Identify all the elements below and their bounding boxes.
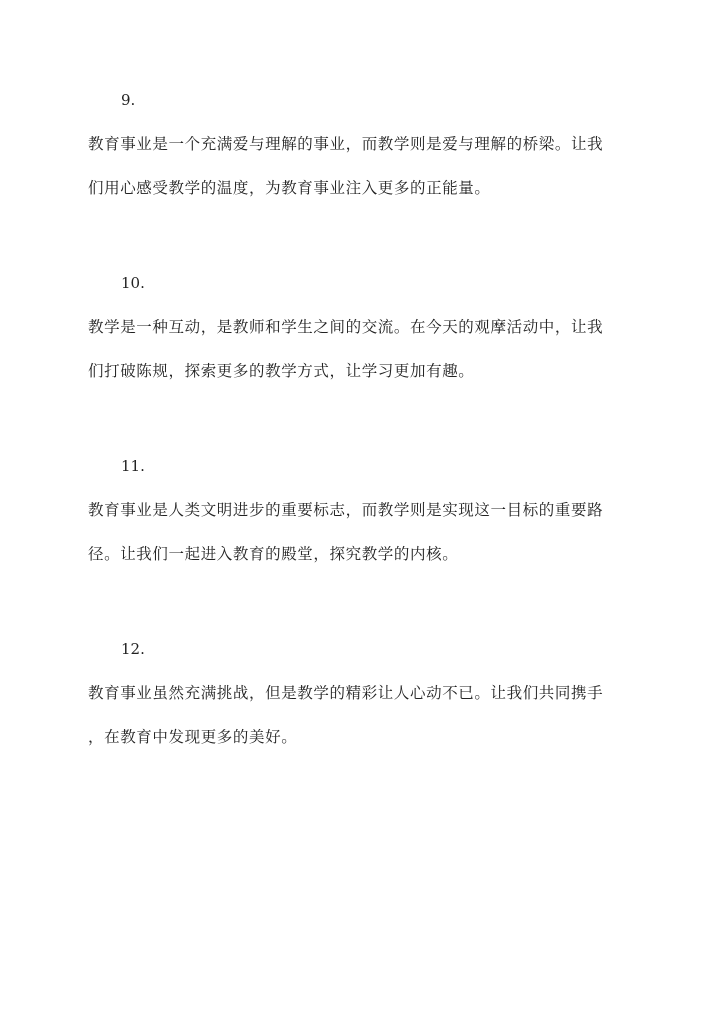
paragraph-line: 教学是一种互动，是教师和学生之间的交流。在今天的观摩活动中，让我 [88, 318, 604, 336]
paragraph-line: ，在教育中发现更多的美好。 [88, 728, 298, 746]
paragraph-line: 教育事业是一个充满爱与理解的事业，而教学则是爱与理解的桥梁。让我 [88, 135, 604, 153]
paragraph-line: 径。让我们一起进入教育的殿堂，探究教学的内核。 [88, 545, 459, 563]
item-number: 9. [121, 91, 136, 109]
paragraph-line: 们用心感受教学的温度，为教育事业注入更多的正能量。 [88, 179, 491, 197]
item-number: 10. [121, 274, 145, 292]
item-number: 12. [121, 640, 145, 658]
paragraph-line: 教育事业虽然充满挑战，但是教学的精彩让人心动不已。让我们共同携手 [88, 684, 604, 702]
paragraph-line: 们打破陈规，探索更多的教学方式，让学习更加有趣。 [88, 362, 475, 380]
paragraph-line: 教育事业是人类文明进步的重要标志，而教学则是实现这一目标的重要路 [88, 501, 604, 519]
item-number: 11. [121, 457, 145, 475]
